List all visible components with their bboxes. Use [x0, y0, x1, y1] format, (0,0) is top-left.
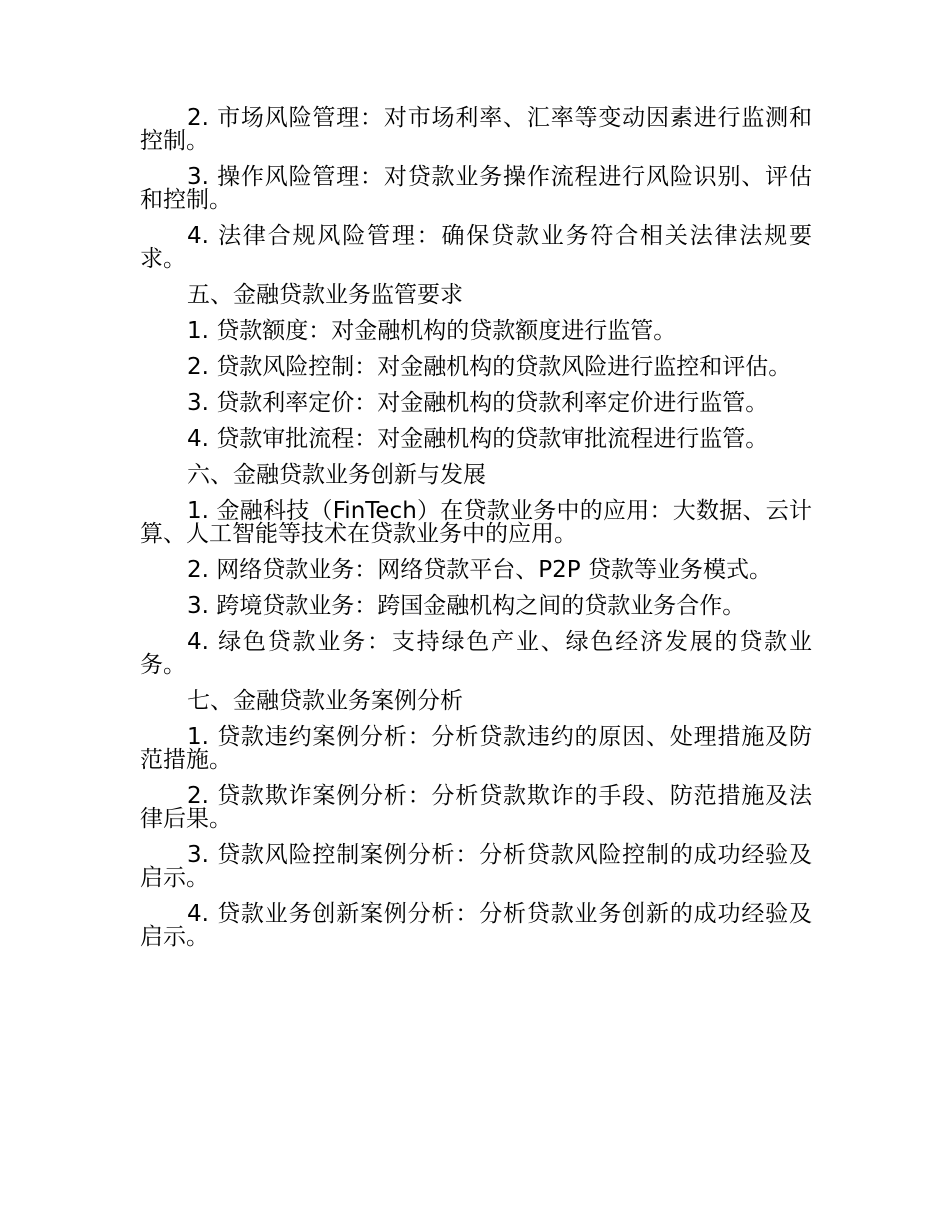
paragraph-market-risk: 2. 市场风险管理：对市场利率、汇率等变动因素进行监测和控制。	[140, 105, 812, 154]
paragraph-default-case: 1. 贷款违约案例分析：分析贷款违约的原因、处理措施及防范措施。	[140, 724, 812, 773]
paragraph-risk-control-case: 3. 贷款风险控制案例分析：分析贷款风险控制的成功经验及启示。	[140, 842, 812, 891]
paragraph-green-loan: 4. 绿色贷款业务：支持绿色产业、绿色经济发展的贷款业务。	[140, 629, 812, 678]
section-heading-regulation: 五、金融贷款业务监管要求	[187, 282, 463, 308]
paragraph-operational-risk: 3. 操作风险管理：对贷款业务操作流程进行风险识别、评估和控制。	[140, 164, 812, 213]
section-heading-case-study: 七、金融贷款业务案例分析	[187, 688, 463, 714]
section-heading-innovation: 六、金融贷款业务创新与发展	[187, 462, 486, 488]
paragraph-loan-approval: 4. 贷款审批流程：对金融机构的贷款审批流程进行监管。	[187, 426, 769, 452]
document-body	[140, 107, 812, 962]
paragraph-fintech: 1. 金融科技（FinTech）在贷款业务中的应用：大数据、云计算、人工智能等技术在贷款业务中的应用。	[140, 498, 812, 547]
paragraph-cross-border: 3. 跨境贷款业务：跨国金融机构之间的贷款业务合作。	[187, 593, 746, 619]
paragraph-loan-amount: 1. 贷款额度：对金融机构的贷款额度进行监管。	[187, 318, 677, 344]
paragraph-innovation-case: 4. 贷款业务创新案例分析：分析贷款业务创新的成功经验及启示。	[140, 901, 812, 950]
paragraph-online-lending: 2. 网络贷款业务：网络贷款平台、P2P 贷款等业务模式。	[187, 557, 772, 583]
paragraph-loan-risk-control: 2. 贷款风险控制：对金融机构的贷款风险进行监控和评估。	[187, 354, 792, 380]
paragraph-loan-rate-pricing: 3. 贷款利率定价：对金融机构的贷款利率定价进行监管。	[187, 390, 769, 416]
paragraph-fraud-case: 2. 贷款欺诈案例分析：分析贷款欺诈的手段、防范措施及法律后果。	[140, 783, 812, 832]
paragraph-legal-compliance-risk: 4. 法律合规风险管理：确保贷款业务符合相关法律法规要求。	[140, 223, 812, 272]
